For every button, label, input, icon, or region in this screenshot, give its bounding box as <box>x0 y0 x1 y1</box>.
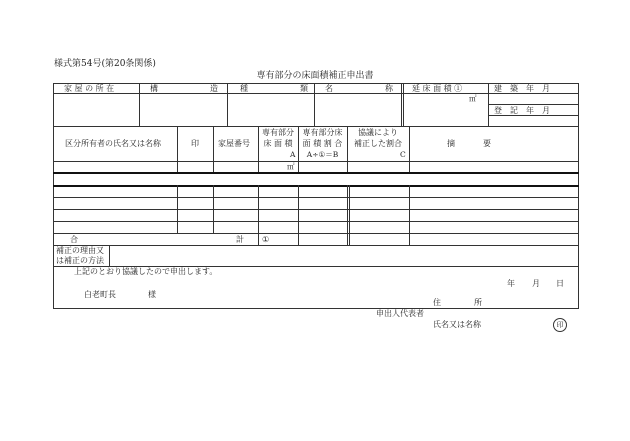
form-title: 専有部分の床面積補正申出書 <box>256 71 374 81</box>
header-kind: 種 類 <box>240 84 320 93</box>
header-seal: 印 <box>191 139 199 148</box>
total-row-bottom <box>53 245 579 246</box>
header-exclusive-area-line3: A <box>290 150 296 159</box>
data-col-5 <box>347 185 348 245</box>
table-left-border <box>53 83 54 308</box>
date-year: 年 <box>507 279 515 288</box>
data-row-line-4 <box>53 233 579 234</box>
header-ratio-line2: 面 積 割 合 <box>302 139 343 148</box>
applicant-seal: 印 <box>553 318 567 332</box>
total-area-mark: ① <box>262 235 270 244</box>
header-agreed-line1: 協議により <box>358 128 398 137</box>
data-col-5b <box>349 185 350 245</box>
addressee-sama: 様 <box>148 290 156 299</box>
col-year-left <box>488 83 489 126</box>
applicant-name: 氏名又は名称 <box>433 320 481 329</box>
row2-unit-line <box>53 161 579 162</box>
data-row-line-1 <box>53 197 579 198</box>
header-exclusive-area-line1: 専有部分 <box>262 128 294 137</box>
data-col-2 <box>213 185 214 233</box>
addressee-mayor: 白老町長 <box>84 290 116 299</box>
statement: 上記のとおり協議したので申出します。 <box>74 267 218 276</box>
table-bottom-border <box>53 308 579 309</box>
data-col-3 <box>258 185 259 245</box>
form-number: 様式第54号(第20条関係) <box>54 59 156 69</box>
area-unit: ㎡ <box>469 94 477 103</box>
total-label-right: 計 <box>236 235 244 244</box>
header-owner-name: 区分所有者の氏名又は名称 <box>65 139 161 148</box>
header-ratio-line1: 専有部分床 <box>302 128 343 137</box>
row1-bottom <box>53 126 579 127</box>
date-month: 月 <box>532 279 540 288</box>
header-agreed-line2: 補正した割合 <box>354 139 402 148</box>
data-col-1 <box>177 185 178 233</box>
data-col-4 <box>298 185 299 245</box>
col-remarks-left <box>409 126 410 172</box>
exclusive-area-unit: ㎡ <box>287 162 295 171</box>
col-structure-left <box>139 83 140 126</box>
reason-label-line1: 補正の理由又 <box>56 246 104 255</box>
data-col-6 <box>409 185 410 245</box>
total-label-left: 合 <box>70 235 78 244</box>
data-row-line-3 <box>53 221 579 222</box>
row-registered-top <box>488 115 578 116</box>
header-built-year: 建 築 年 月 <box>494 84 550 93</box>
header-floor-area: 延 床 面 積 ① <box>412 84 463 93</box>
row2-bottom-thick <box>53 172 579 174</box>
header-location: 家 屋 の 所 在 <box>64 84 115 93</box>
col-house-left <box>213 126 214 172</box>
header-exclusive-area-line2: 床 面 積 <box>263 139 293 148</box>
header-name: 名 称 <box>325 84 405 93</box>
header-structure: 構 造 <box>150 84 230 93</box>
header-ratio-line3: A÷①＝B <box>306 150 339 159</box>
applicant-address-l: 住 <box>433 298 441 307</box>
header-remarks: 摘 要 <box>447 139 495 148</box>
header-house-number: 家屋番号 <box>218 139 250 148</box>
applicant-address-r: 所 <box>474 298 482 307</box>
header-registered-year: 登 記 年 月 <box>494 106 550 115</box>
col-seal-left <box>177 126 178 172</box>
row-built-bottom <box>488 104 578 105</box>
date-day: 日 <box>556 279 564 288</box>
header-agreed-line3: C <box>400 150 406 159</box>
table-right-border <box>578 83 579 308</box>
row1-line <box>53 93 579 94</box>
reason-label-divider <box>109 245 110 266</box>
applicant-representative: 申出人代表者 <box>376 309 424 318</box>
data-top-thick <box>53 185 579 187</box>
data-row-line-2 <box>53 209 579 210</box>
reason-label-line2: は補正の方法 <box>56 256 104 265</box>
